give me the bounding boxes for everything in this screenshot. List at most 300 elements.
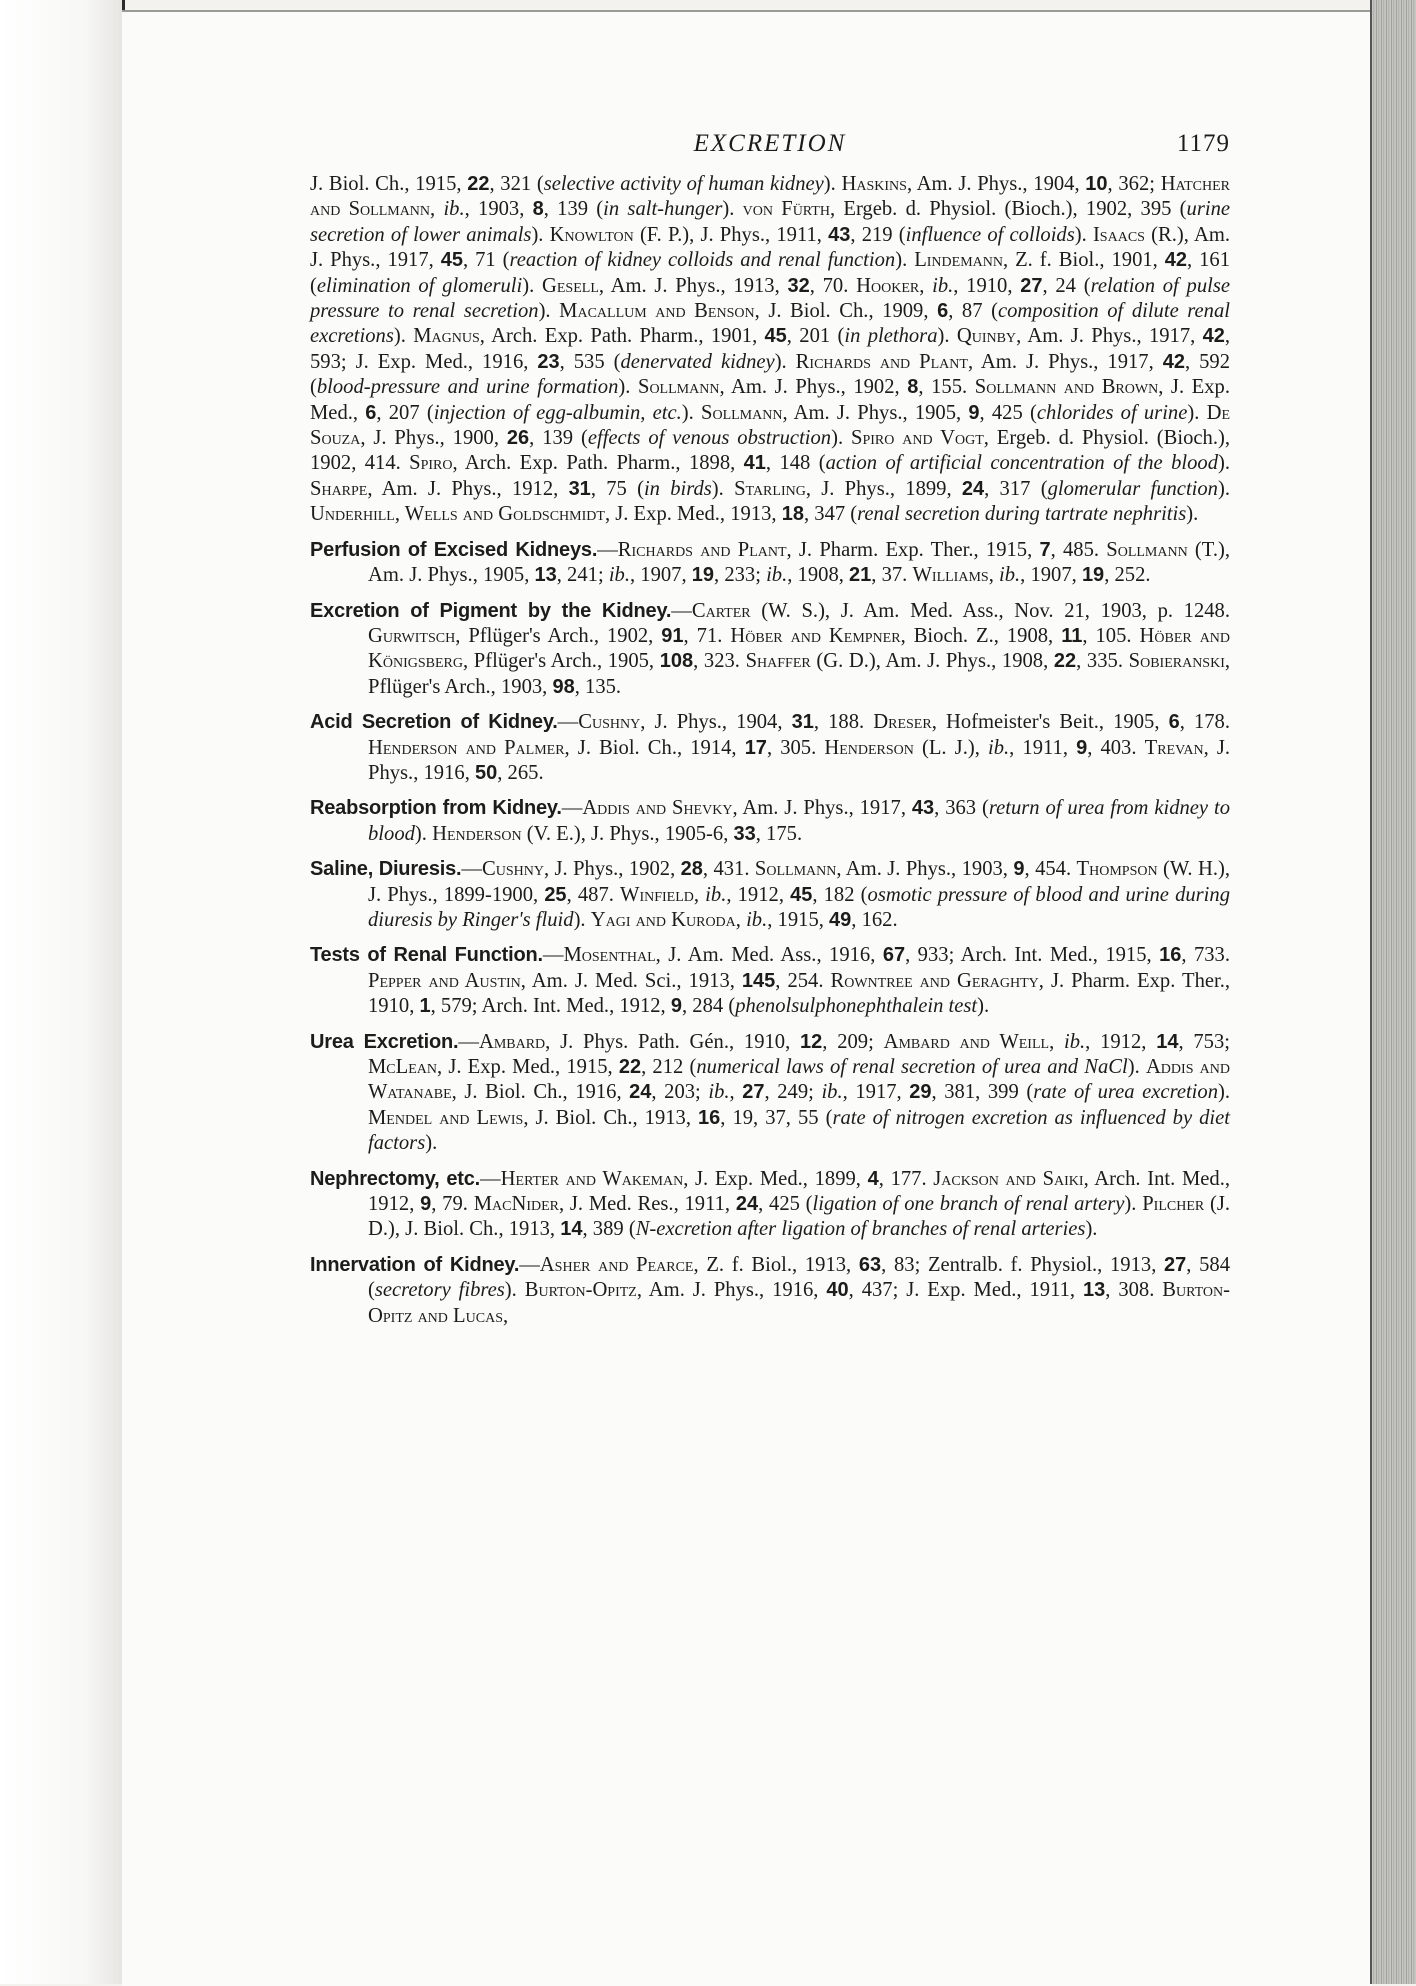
author-name: Sobieranski	[1128, 650, 1225, 673]
citation-text: , 284 (	[681, 995, 736, 1018]
author-name: Höber and Königsberg	[368, 624, 1231, 673]
citation-text: , 162.	[851, 908, 898, 931]
citation-text: ).	[531, 223, 550, 246]
citation-text: , 592 (	[310, 350, 1230, 399]
author-name: Hooker	[856, 274, 920, 297]
citation-text: , J. Biol. Ch., 1909,	[754, 300, 938, 323]
volume-number: 67	[882, 944, 906, 967]
citation-text: , J. Biol. Ch., 1916,	[451, 1081, 630, 1104]
citation-text: , 1908,	[787, 564, 850, 587]
volume-number: 25	[544, 883, 567, 906]
citation-text: ).	[1085, 1218, 1098, 1241]
citation-text: , Pflüger's Arch., 1902,	[455, 624, 662, 647]
citation-text: , Am. J. Phys., 1917,	[967, 350, 1163, 373]
volume-number: 11	[1061, 624, 1083, 647]
citation-text: , J. Phys., 1902,	[543, 858, 681, 881]
volume-number: 9	[420, 1193, 432, 1216]
citation-text: , 265.	[497, 761, 544, 784]
citation-text: ).	[722, 198, 743, 221]
italic-note: ligation of one branch of renal artery	[812, 1193, 1125, 1216]
citation-text: ).	[618, 376, 638, 399]
citation-text: ).	[522, 274, 542, 297]
volume-number: 10	[1085, 173, 1108, 195]
author-name: Sollmann	[754, 858, 837, 881]
citation-text: , 1911,	[1009, 736, 1077, 759]
citation-text: , 212 (	[641, 1056, 697, 1078]
citation-text: —	[480, 1167, 501, 1190]
citation-text: , 71.	[683, 624, 731, 647]
italic-note: relation of pulse pressure to renal secretion	[310, 274, 1230, 323]
volume-number: 42	[1202, 325, 1225, 348]
volume-number: 21	[849, 564, 872, 587]
author-name: Richards and Plant	[795, 350, 968, 373]
citation-text: , Ergeb. d. Physiol. (Bioch.), 1902, 395 (	[829, 198, 1187, 221]
entry-heading: Innervation of Kidney.	[310, 1253, 520, 1276]
citation-text: , J. Exp. Med., 1913,	[604, 503, 782, 526]
italic-note: injection of egg-albumin, etc.	[433, 401, 682, 424]
citation-text: (W. S.), J. Am. Med. Ass., Nov. 21, 1903, p. 1248.	[750, 599, 1230, 622]
citation-text: , 70.	[809, 274, 857, 297]
author-name: Underhill, Wells and Goldschmidt	[310, 503, 605, 526]
citation-text: , 1915,	[767, 908, 830, 931]
author-name: Williams	[912, 564, 989, 587]
volume-number: 43	[828, 223, 851, 246]
author-name: Dreser	[873, 711, 932, 734]
author-name: Mendel and Lewis	[368, 1106, 524, 1129]
citation-text: , Am. J. Phys., 1902,	[719, 376, 908, 399]
citation-text: —	[561, 797, 583, 820]
citation-text: , 182 (	[812, 883, 868, 906]
citation-text: , Bioch. Z., 1908,	[900, 624, 1062, 647]
italic-note: ib.	[987, 736, 1010, 759]
citation-text: , Am. J. Phys., 1903,	[836, 858, 1014, 881]
bibliography-continuation	[310, 172, 1230, 528]
author-name: Jackson and Saiki	[933, 1167, 1084, 1190]
citation-text: , Am. J. Phys., 1912,	[367, 477, 569, 500]
citation-text: ).	[1217, 477, 1230, 500]
author-name: Haskins	[841, 173, 907, 195]
citation-text: , 305.	[766, 736, 825, 759]
citation-text: ,	[430, 198, 444, 221]
italic-note: composition of dilute renal excretions	[310, 300, 1230, 348]
citation-text: —	[557, 711, 579, 734]
citation-text: , 241;	[556, 564, 609, 587]
citation-text: , 403.	[1087, 736, 1145, 759]
citation-text: , J. Am. Med. Ass., 1916,	[655, 944, 883, 967]
citation-text: ).	[681, 401, 701, 424]
bibliography-entry	[310, 1253, 1230, 1329]
citation-text: , Pflüger's Arch., 1905,	[463, 650, 660, 673]
citation-text: —	[458, 1030, 479, 1053]
citation-text: ).	[414, 822, 433, 845]
citation-text: , 148 (	[765, 452, 826, 475]
citation-text: , Arch. Int. Med., 1912,	[368, 1167, 1231, 1216]
author-name: Burton-Opitz	[524, 1279, 637, 1302]
citation-text: , 203;	[651, 1081, 709, 1104]
italic-note: ib.	[705, 883, 727, 906]
volume-number: 145	[741, 969, 776, 992]
volume-number: 24	[735, 1193, 759, 1216]
citation-text: , Pflüger's Arch., 1903,	[368, 650, 1231, 698]
citation-text: , 425 (	[979, 401, 1037, 424]
entry-heading: Excretion of Pigment by the Kidney.	[310, 599, 672, 622]
citation-text: (T.), Am. J. Phys., 1905,	[368, 538, 1230, 587]
citation-text: (G. D.), Am. J. Phys., 1908,	[810, 650, 1054, 673]
author-name: Spiro and Vogt	[851, 427, 984, 450]
citation-text: , 535 (	[559, 350, 621, 373]
author-name: Trevan	[1144, 736, 1204, 759]
volume-number: 27	[742, 1081, 765, 1104]
italic-note: secretory fibres	[374, 1279, 505, 1302]
citation-text: , J. Phys., 1916,	[368, 736, 1231, 784]
citation-text: , Am. J. Phys., 1917,	[732, 797, 912, 820]
author-name: Henderson and Palmer	[368, 736, 565, 759]
volume-number: 31	[568, 477, 591, 500]
entry-heading: Perfusion of Excised Kidneys.	[310, 538, 598, 561]
volume-number: 98	[552, 675, 575, 698]
citation-text: , 177.	[878, 1167, 934, 1190]
citation-text: , 1912,	[726, 883, 791, 906]
author-name: Addis and Watanabe	[368, 1056, 1230, 1104]
author-name: Sollmann and Brown	[974, 376, 1159, 399]
volume-number: 26	[506, 427, 530, 450]
volume-number: 27	[1164, 1253, 1187, 1276]
page-text-area	[310, 128, 1230, 1339]
citation-text: , 593; J. Exp. Med., 1916,	[310, 325, 1231, 373]
author-name: Mosenthal	[563, 944, 656, 967]
author-name: Sollmann	[701, 401, 783, 424]
volume-number: 22	[467, 173, 490, 195]
citation-text: , Am. J. Phys., 1905,	[782, 401, 969, 424]
citation-text: , 1912,	[1085, 1030, 1157, 1053]
italic-note: in plethora	[844, 325, 938, 348]
citation-text: ).	[1124, 1193, 1143, 1216]
volume-number: 19	[1081, 564, 1105, 587]
citation-text: , 381, 399 (	[931, 1081, 1034, 1104]
volume-number: 9	[670, 995, 682, 1018]
entry-heading: Nephrectomy, etc.	[310, 1167, 481, 1190]
author-name: Burton-Opitz and Lucas	[368, 1279, 1231, 1327]
author-name: Pepper and Austin	[368, 969, 521, 992]
citation-text: , J. Pharm. Exp. Ther., 1910,	[368, 969, 1231, 1018]
volume-number: 50	[475, 761, 498, 784]
citation-text: ,	[735, 908, 747, 931]
entry-heading: Reabsorption from Kidney.	[310, 797, 562, 820]
author-name: Herter and Wakeman	[500, 1167, 684, 1190]
italic-note: denervated kidney	[620, 350, 775, 373]
citation-text: , 178.	[1179, 711, 1230, 734]
author-name: Winfield	[620, 883, 694, 906]
italic-note: chlorides of urine	[1036, 401, 1188, 424]
running-head	[310, 128, 1230, 172]
author-name: Addis and Shevky	[582, 797, 733, 820]
volume-number: 45	[440, 249, 463, 272]
italic-note: urine secretion of lower animals	[310, 198, 1231, 246]
citation-text: , 1907,	[1020, 564, 1082, 587]
author-name: Höber and Kempner	[730, 624, 901, 647]
italic-note: ib.	[608, 564, 630, 587]
citation-text: —	[597, 538, 618, 561]
citation-text: , 175.	[755, 822, 803, 845]
citation-text: —	[519, 1253, 540, 1276]
italic-note: in birds	[643, 477, 712, 500]
volume-number: 24	[961, 477, 985, 500]
volume-number: 42	[1164, 249, 1188, 272]
citation-text: , 437; J. Exp. Med., 1911,	[848, 1279, 1083, 1302]
citation-text: , 362;	[1107, 173, 1161, 195]
author-name: von Fürth	[742, 198, 830, 221]
italic-note: ib.	[932, 274, 954, 297]
citation-text: , 135.	[574, 675, 622, 698]
author-name: Henderson	[432, 822, 522, 845]
citation-text: (R.), Am. J. Phys., 1917,	[310, 223, 1230, 272]
volume-number: 9	[968, 401, 980, 424]
citation-text: , J. Phys., 1899,	[805, 477, 962, 500]
citation-text: , 24 (	[1042, 274, 1091, 297]
citation-text: , 201 (	[786, 325, 845, 348]
citation-text: , Am. J. Phys., 1917,	[1016, 325, 1203, 348]
citation-text: —	[542, 944, 564, 967]
citation-text: , J. Biol. Ch., 1913,	[523, 1106, 699, 1129]
citation-text: , 83; Zentralb. f. Physiol., 1913,	[881, 1253, 1165, 1276]
italic-note: return of urea from kidney to blood	[368, 797, 1230, 845]
citation-text: , J. Exp. Med., 1899,	[683, 1167, 868, 1190]
citation-text: , 19, 37, 55 (	[720, 1106, 833, 1129]
volume-number: 19	[691, 564, 715, 587]
citation-text: ,	[729, 1081, 743, 1104]
author-name: Spiro	[409, 452, 453, 475]
bibliography-entry	[310, 796, 1230, 847]
citation-text: , 579; Arch. Int. Med., 1912,	[430, 995, 671, 1018]
citation-text: , 389 (	[582, 1218, 636, 1241]
italic-note: osmotic pressure of blood and urine during diuresis by Ringer's fluid	[368, 883, 1230, 931]
citation-text: ).	[977, 995, 990, 1018]
volume-number: 23	[537, 350, 560, 373]
author-name: Isaacs	[1092, 223, 1145, 246]
citation-text: (J. D.), J. Biol. Ch., 1913,	[368, 1193, 1231, 1241]
citation-text: , J. Phys. Path. Gén., 1910,	[545, 1030, 801, 1053]
citation-text: , 753;	[1178, 1030, 1230, 1053]
citation-text: , Arch. Exp. Path. Pharm., 1901,	[479, 325, 765, 348]
italic-note: glomerular function	[1047, 477, 1218, 500]
author-name: Thompson	[1076, 858, 1158, 881]
volume-number: 17	[744, 736, 767, 759]
citation-text: , 363 (	[934, 797, 989, 820]
citation-text: , Hofmeister's Beit., 1905,	[931, 711, 1169, 734]
citation-text: , Am. J. Phys., 1916,	[636, 1279, 827, 1302]
citation-text: , 1917,	[842, 1081, 910, 1104]
italic-note: numerical laws of renal secretion of urea and NaCl	[696, 1056, 1128, 1078]
citation-text: , J. Exp. Med.,	[310, 376, 1231, 424]
citation-text: ).	[774, 350, 796, 373]
citation-text: , J. Med. Res., 1911,	[559, 1193, 736, 1216]
author-name: Knowlton	[549, 223, 634, 246]
citation-text: ).	[393, 325, 414, 348]
volume-number: 9	[1013, 858, 1025, 881]
citation-text: ).	[1187, 401, 1207, 424]
volume-number: 43	[911, 797, 935, 820]
volume-number: 8	[532, 198, 544, 221]
citation-text: , Ergeb. d. Physiol. (Bioch.), 1902, 414.	[310, 427, 1230, 475]
citation-text: , 487.	[566, 883, 621, 906]
citation-text: ).	[1074, 223, 1093, 246]
book-right-page-stack	[1370, 0, 1416, 1984]
citation-text: , 249;	[764, 1081, 822, 1104]
italic-note: ib.	[998, 564, 1021, 587]
citation-text: , 308.	[1105, 1279, 1163, 1302]
italic-note: ib.	[1064, 1030, 1086, 1053]
citation-text: , Am. J. Phys., 1904,	[906, 173, 1086, 195]
bibliography-entry	[310, 857, 1230, 933]
citation-text: J. Biol. Ch., 1915,	[310, 173, 468, 195]
volume-number: 16	[698, 1106, 721, 1129]
author-name: Carter	[691, 599, 751, 622]
volume-number: 6	[1168, 711, 1180, 734]
citation-text: , 105.	[1082, 624, 1140, 647]
italic-note: N-excretion after ligation of branches of renal arteries	[635, 1218, 1086, 1241]
citation-text: , 1907,	[629, 564, 692, 587]
citation-text: —	[671, 599, 692, 622]
volume-number: 32	[787, 274, 810, 297]
citation-text: , Z. f. Biol., 1913,	[693, 1253, 859, 1276]
citation-text: (W. H.), J. Phys., 1899-1900,	[368, 858, 1230, 906]
italic-note: reaction of kidney colloids and renal function	[509, 249, 896, 272]
author-name: Cushny	[578, 711, 641, 734]
volume-number: 13	[534, 564, 557, 587]
bibliography-body	[310, 172, 1230, 1329]
italic-note: phenolsulphonephthalein test	[735, 995, 978, 1018]
author-name: Starling	[734, 477, 806, 500]
volume-number: 22	[1053, 650, 1077, 673]
citation-text: ,	[693, 883, 706, 906]
citation-text: ).	[937, 325, 957, 348]
volume-number: 41	[743, 452, 766, 475]
citation-text: ,	[919, 274, 933, 297]
citation-text: , 75 (	[590, 477, 644, 500]
citation-text: , 323.	[693, 650, 746, 673]
citation-text: ).	[831, 427, 852, 450]
volume-number: 12	[800, 1030, 823, 1053]
author-name: McLean	[368, 1056, 438, 1078]
author-name: Lindemann	[914, 249, 1003, 272]
citation-text: , 347 (	[803, 503, 858, 526]
citation-text: ).	[425, 1132, 438, 1155]
bibliography-entry	[310, 1167, 1230, 1243]
citation-text: , 485.	[1050, 538, 1107, 561]
author-name: Shaffer	[745, 650, 811, 673]
citation-text: , J. Pharm. Exp. Ther., 1915,	[786, 538, 1040, 561]
citation-text: , 254.	[775, 969, 831, 992]
volume-number: 108	[659, 650, 694, 673]
running-head-title: EXCRETION	[693, 130, 847, 157]
citation-text: (L. J.),	[913, 736, 988, 759]
citation-text: , 454.	[1024, 858, 1077, 881]
author-name: Rowntree and Geraghty	[830, 969, 1039, 992]
author-name: Hatcher and Sollmann	[310, 173, 1231, 221]
author-name: Ambard	[478, 1030, 546, 1053]
italic-note: renal secretion during tartrate nephritis	[857, 503, 1187, 526]
citation-text: , 933; Arch. Int. Med., 1915,	[905, 944, 1160, 967]
citation-text: , J. Biol. Ch., 1914,	[564, 736, 745, 759]
citation-text: , 584 (	[368, 1253, 1230, 1302]
citation-text: , 139 (	[529, 427, 588, 450]
author-name: Macallum and Benson	[559, 300, 755, 323]
bibliography-entry	[310, 599, 1230, 701]
citation-text: ,	[1049, 1030, 1064, 1053]
bibliography-entry	[310, 710, 1230, 786]
italic-note: rate of nitrogen excretion as influenced by diet factors	[368, 1106, 1231, 1155]
book-left-page-edge	[0, 0, 125, 1984]
author-name: Cushny	[481, 858, 544, 881]
italic-note: selective activity of human kidney	[543, 173, 824, 195]
volume-number: 6	[937, 300, 949, 323]
citation-text: , J. Exp. Med., 1915,	[437, 1056, 619, 1078]
volume-number: 24	[629, 1081, 652, 1104]
citation-text: —	[461, 858, 482, 881]
entry-heading: Tests of Renal Function.	[310, 944, 543, 967]
bibliography-entry	[310, 943, 1230, 1019]
author-name: Magnus	[413, 325, 480, 348]
volume-number: 49	[829, 908, 852, 931]
volume-number: 16	[1159, 944, 1182, 967]
citation-text: , 317 (	[984, 477, 1048, 500]
italic-note: rate of urea excretion	[1033, 1081, 1218, 1104]
citation-text: ).	[823, 173, 842, 195]
volume-number: 29	[909, 1081, 932, 1104]
citation-text: ).	[711, 477, 735, 500]
author-name: Richards and Plant	[617, 538, 787, 561]
page-number: 1179	[1176, 130, 1230, 157]
citation-text: , J. Phys., 1904,	[640, 711, 792, 734]
volume-number: 28	[680, 858, 703, 881]
author-name: Quinby	[956, 325, 1017, 348]
volume-number: 31	[791, 711, 814, 734]
citation-text: , 71 (	[463, 249, 510, 272]
volume-number: 8	[907, 376, 919, 399]
citation-text: , 431.	[702, 858, 755, 881]
citation-text: , 321 (	[489, 173, 544, 195]
entry-heading: Urea Excretion.	[310, 1030, 459, 1053]
citation-text: (F. P.), J. Phys., 1911,	[633, 223, 829, 246]
volume-number: 6	[365, 401, 377, 424]
volume-number: 91	[661, 624, 684, 647]
volume-number: 40	[826, 1279, 849, 1302]
volume-number: 1	[419, 995, 431, 1018]
italic-note: ib.	[746, 908, 768, 931]
citation-text: , 233;	[714, 564, 767, 587]
citation-text: , 188.	[813, 711, 874, 734]
citation-text: , 219 (	[850, 223, 906, 246]
volume-number: 42	[1162, 350, 1185, 373]
citation-text: ,	[988, 564, 999, 587]
italic-note: ib.	[443, 198, 465, 221]
citation-text: , 139 (	[543, 198, 604, 221]
citation-text: , 87 (	[948, 300, 998, 323]
citation-text: ).	[1186, 503, 1199, 526]
volume-number: 18	[781, 503, 804, 526]
author-name: Gurwitsch	[368, 624, 456, 647]
author-name: Asher and Pearce	[539, 1253, 694, 1276]
citation-text: , 155.	[918, 376, 975, 399]
volume-number: 4	[867, 1167, 879, 1190]
citation-text: , Arch. Exp. Path. Pharm., 1898,	[452, 452, 744, 475]
volume-number: 45	[764, 325, 787, 348]
author-name: Henderson	[824, 736, 914, 759]
citation-text: ).	[1218, 1081, 1231, 1104]
citation-text: , 733.	[1181, 944, 1230, 967]
italic-note: elimination of glomeruli	[316, 274, 523, 297]
citation-text: , 79.	[431, 1193, 474, 1216]
